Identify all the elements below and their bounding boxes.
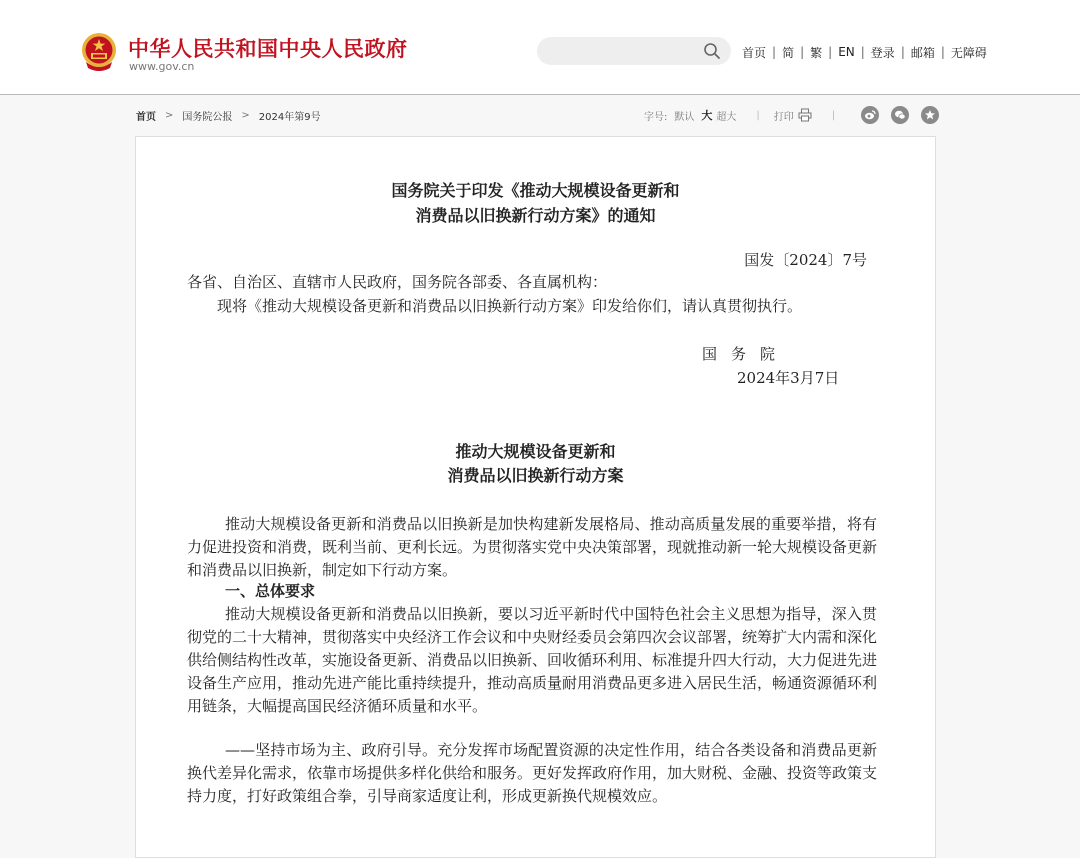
principle-1: ——坚持市场为主、政府引导。充分发挥市场配置资源的决定性作用，结合各类设备和消费品更新换代差异化需求，依靠市场提供多样化供给和服务。更好发挥政府作用，加大财税、金融、投资等政策支持力度，打好政策组合拳，引导商家适度让利，形成更新换代规模效应。 — [187, 741, 878, 805]
breadcrumb — [136, 108, 321, 123]
print-icon — [798, 108, 812, 122]
tool-divider: | — [831, 109, 836, 121]
nav-separator: | — [900, 45, 905, 59]
search-box — [537, 37, 731, 65]
nav-english[interactable]: EN — [838, 45, 855, 59]
print-button[interactable] — [774, 108, 812, 123]
nav-login[interactable]: 登录 — [870, 45, 895, 60]
nav-accessibility[interactable]: 无障碍 — [950, 45, 987, 60]
chevron-right-icon: > — [241, 110, 250, 121]
signing-organization: 国务院 — [702, 345, 790, 363]
breadcrumb-home[interactable]: 首页 — [136, 112, 156, 123]
nav-separator: | — [772, 45, 777, 59]
search-input[interactable] — [549, 41, 703, 63]
favorite-icon — [924, 109, 936, 121]
nav-simplified[interactable]: 简 — [782, 45, 795, 60]
plan-title-line-1: 推动大规模设备更新和 — [455, 442, 616, 461]
nav-separator: | — [800, 45, 805, 59]
notice-title-line-1: 国务院关于印发《推动大规模设备更新和 — [391, 181, 680, 200]
top-nav — [742, 43, 987, 61]
font-size-xlarge[interactable]: 超大 — [716, 111, 737, 123]
plan-title-line-2: 消费品以旧换新行动方案 — [447, 466, 624, 485]
font-size-label: 字号: — [644, 111, 668, 123]
notice-salutation: 各省、自治区、直辖市人民政府，国务院各部委、各直属机构： — [187, 273, 608, 291]
national-emblem-icon[interactable] — [80, 32, 118, 72]
nav-home[interactable]: 首页 — [742, 45, 767, 60]
site-header — [0, 0, 1080, 95]
favorite-button[interactable] — [921, 106, 939, 124]
weibo-share-button[interactable] — [861, 106, 879, 124]
nav-separator: | — [940, 45, 945, 59]
document-panel — [135, 136, 936, 858]
font-size-default[interactable]: 默认 — [674, 111, 695, 123]
wechat-icon — [894, 109, 906, 121]
plan-intro: 推动大规模设备更新和消费品以旧换新是加快构建新发展格局、推动高质量发展的重要举措，将有力促进投资和消费，既利当前、更利长远。为贯彻落实党中央决策部署，现就推动新一轮大规模设备更新和消费品以旧换新，制定如下行动方案。 — [187, 515, 878, 579]
notice-title-line-2: 消费品以旧换新行动方案》的通知 — [415, 206, 656, 225]
site-name[interactable]: 中华人民共和国中央人民政府 — [128, 37, 408, 61]
notice-body: 现将《推动大规模设备更新和消费品以旧换新行动方案》印发给你们，请认真贯彻执行。 — [217, 297, 803, 315]
section-1-title: 一、总体要求 — [225, 582, 316, 600]
weibo-icon — [864, 109, 876, 121]
nav-mailbox[interactable]: 邮箱 — [910, 45, 935, 60]
print-label: 打印 — [773, 111, 794, 123]
section-1-body: 推动大规模设备更新和消费品以旧换新，要以习近平新时代中国特色社会主义思想为指导，深入贯彻党的二十大精神，贯彻落实中央经济工作会议和中央财经委员会第四次会议部署，统筹扩大内需和深化供给侧结构性改革，实施设备更新、消费品以旧换新、回收循环利用、标准提升四大行动，大力促进先进设备生产应用，推动先进产能比重持续提升，推动高质量耐用消费品更多进入居民生活，畅通资源循环利用链条，大幅提高国民经济循环质量和水平。 — [187, 605, 878, 715]
wechat-share-button[interactable] — [891, 106, 909, 124]
signing-date: 2024年3月7日 — [737, 369, 840, 387]
nav-separator: | — [828, 45, 833, 59]
breadcrumb-gazette[interactable]: 国务院公报 — [182, 112, 233, 123]
breadcrumb-issue[interactable]: 2024年第9号 — [258, 112, 321, 123]
search-icon[interactable] — [703, 42, 721, 60]
font-size-large[interactable]: 大 — [701, 109, 713, 122]
nav-separator: | — [860, 45, 865, 59]
nav-traditional[interactable]: 繁 — [810, 45, 823, 60]
document-number: 国发〔2024〕7号 — [744, 251, 867, 269]
site-url: www.gov.cn — [129, 60, 195, 73]
tool-divider: | — [756, 109, 760, 121]
chevron-right-icon: > — [165, 110, 174, 121]
article-tools — [644, 106, 939, 124]
